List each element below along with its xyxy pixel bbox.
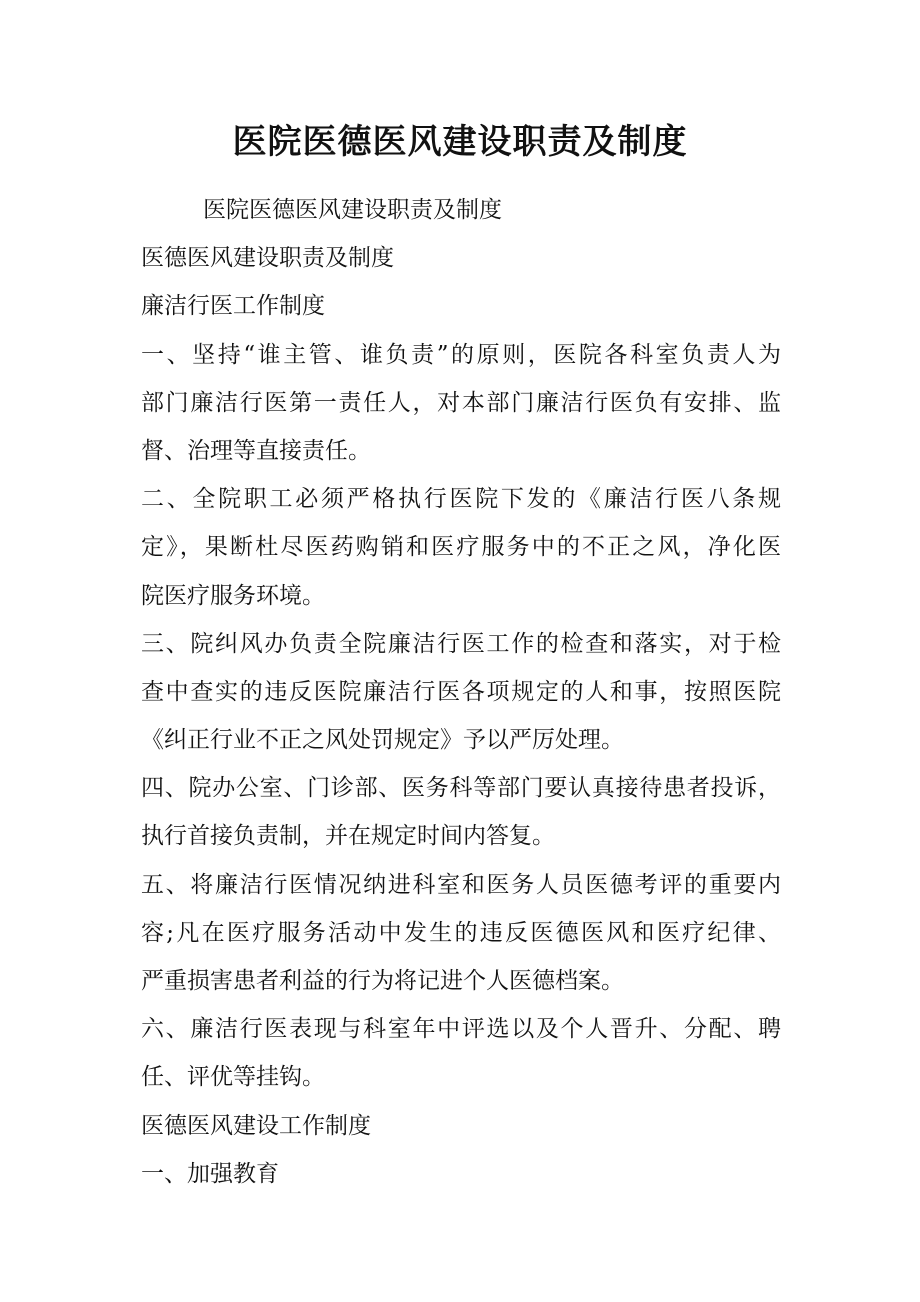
paragraph-line: 查中查实的违反医院廉洁行医各项规定的人和事，按照医院 bbox=[141, 678, 781, 705]
paragraph-line: 一、坚持“谁主管、谁负责”的原则，医院各科室负责人为 bbox=[141, 341, 781, 368]
paragraph-line: 定》，果断杜尽医药购销和医疗服务中的不正之风，净化医 bbox=[141, 534, 781, 561]
paragraph-line: 容;凡在医疗服务活动中发生的违反医德医风和医疗纪律、 bbox=[141, 919, 781, 946]
paragraph-line: 五、将廉洁行医情况纳进科室和医务人员医德考评的重要内 bbox=[141, 871, 781, 898]
paragraph-line: 二、全院职工必须严格执行医院下发的《廉洁行医八条规 bbox=[141, 486, 781, 513]
document-body bbox=[141, 186, 781, 1198]
paragraph-line: 部门廉洁行医第一责任人，对本部门廉洁行医负有安排、监 bbox=[141, 389, 781, 416]
subtitle-line: 医院医德医风建设职责及制度 bbox=[203, 197, 502, 223]
paragraph-line: 院医疗服务环境。 bbox=[141, 582, 325, 609]
paragraph-line: 三、院纠风办负责全院廉洁行医工作的检查和落实，对于检 bbox=[141, 630, 781, 657]
paragraph-line: 严重损害患者利益的行为将记进个人医德档案。 bbox=[141, 968, 624, 994]
paragraph-line: 一、加强教育 bbox=[141, 1160, 279, 1187]
paragraph-line: 《纠正行业不正之风处罚规定》予以严厉处理。 bbox=[141, 727, 624, 754]
section-heading: 医德医风建设职责及制度 bbox=[141, 245, 394, 272]
paragraph-line: 督、治理等直接责任。 bbox=[141, 437, 371, 464]
paragraph-line: 执行首接负责制，并在规定时间内答复。 bbox=[141, 823, 555, 850]
paragraph-line: 四、院办公室、门诊部、医务科等部门要认真接待患者投诉， bbox=[141, 775, 781, 802]
paragraph-line: 任、评优等挂钩。 bbox=[141, 1064, 325, 1091]
document-title: 医院医德医风建设职责及制度 bbox=[232, 122, 688, 162]
paragraph-line: 六、廉洁行医表现与科室年中评选以及个人晋升、分配、聘 bbox=[141, 1016, 781, 1043]
section-heading: 廉洁行医工作制度 bbox=[141, 293, 325, 320]
section-heading: 医德医风建设工作制度 bbox=[141, 1112, 371, 1139]
